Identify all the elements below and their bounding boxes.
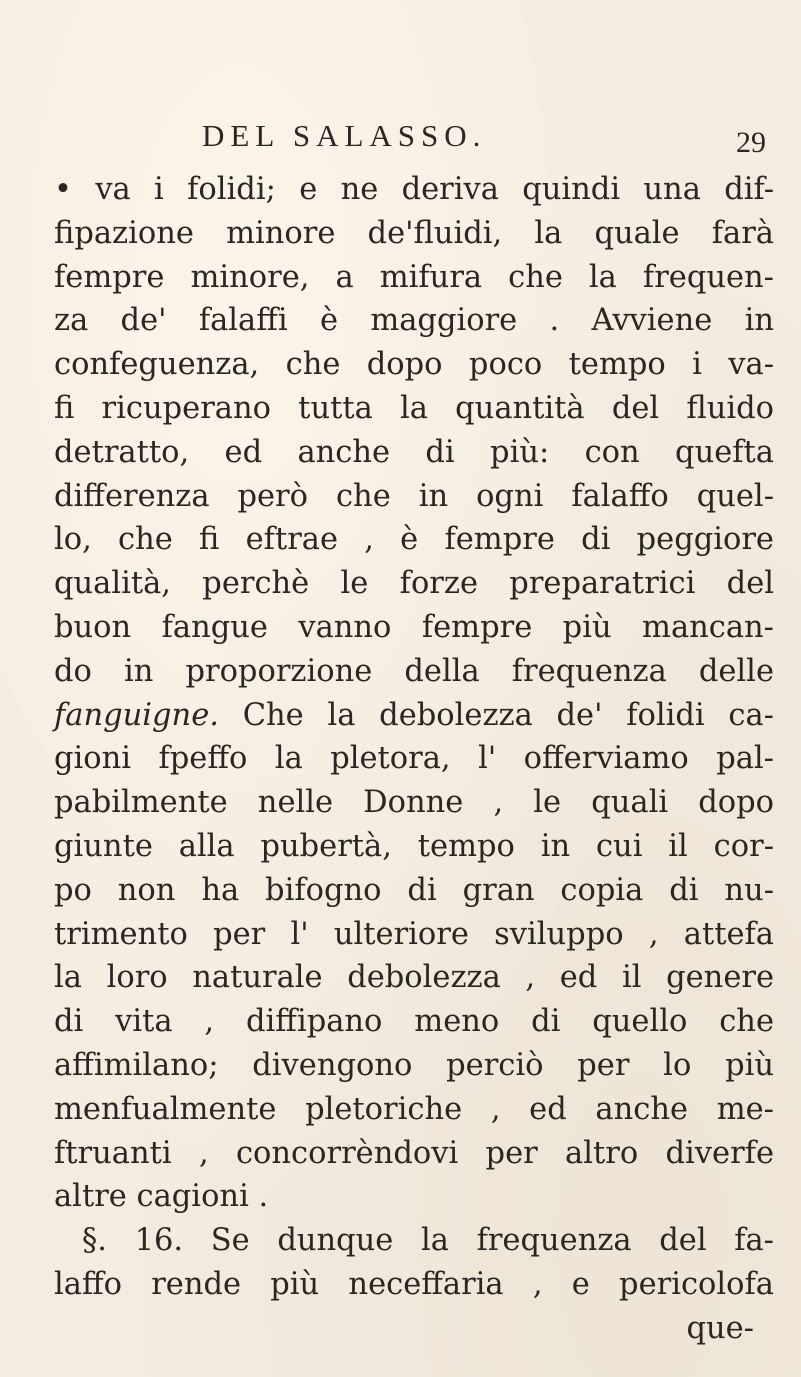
text-line: po non ha bifogno di gran copia di nu- bbox=[54, 872, 774, 908]
text-line: fipazione minore de'fluidi, la quale farà bbox=[54, 215, 774, 251]
text-line: laffo rende più neceffaria , e pericolofa bbox=[54, 1266, 774, 1302]
body-text bbox=[54, 168, 774, 1351]
text-line: fanguigne. Che la debolezza de' folidi ca- bbox=[54, 697, 774, 733]
text-line: gioni fpeffo la pletora, l' offerviamo pal- bbox=[54, 741, 774, 777]
page-number: 29 bbox=[736, 126, 766, 159]
text-line: differenza però che in ogni falaffo quel- bbox=[54, 478, 774, 514]
italic-word: fanguigne. bbox=[54, 697, 219, 733]
text-line: §. 16. Se dunque la frequenza del fa- bbox=[82, 1223, 774, 1259]
text-line: do in proporzione della frequenza delle bbox=[54, 653, 774, 689]
text-line: ftruanti , concorrèndovi per altro diverfe bbox=[54, 1135, 774, 1171]
text-line: trimento per l' ulteriore sviluppo , attefa bbox=[54, 916, 774, 952]
text-line: altre cagioni . bbox=[54, 1179, 269, 1215]
text-line: buon fangue vanno fempre più mancan- bbox=[54, 609, 774, 645]
text-line: fi ricuperano tutta la quantità del fluido bbox=[54, 390, 774, 426]
running-head: DEL SALASSO. bbox=[202, 118, 487, 153]
text-line: • va i folidi; e ne deriva quindi una dif- bbox=[54, 172, 774, 207]
text-line: pabilmente nelle Donne , le quali dopo bbox=[54, 785, 774, 821]
text-line: confeguenza, che dopo poco tempo i va- bbox=[54, 347, 774, 383]
text-line: di vita , diffipano meno di quello che bbox=[54, 1004, 774, 1040]
text-line: qualità, perchè le forze preparatrici del bbox=[54, 566, 774, 602]
text-line: detratto, ed anche di più: con quefta bbox=[54, 434, 774, 470]
text-line: giunte alla pubertà, tempo in cui il cor- bbox=[54, 828, 774, 864]
text-line: affimilano; divengono perciò per lo più bbox=[54, 1047, 774, 1083]
text-line: menfualmente pletoriche , ed anche me- bbox=[54, 1091, 774, 1127]
text-line: fempre minore, a mifura che la frequen- bbox=[54, 259, 774, 295]
text-line: za de' falaffi è maggiore . Avviene in bbox=[54, 303, 774, 339]
catchword: que- bbox=[686, 1310, 754, 1346]
text-line: la loro naturale debolezza , ed il genere bbox=[54, 960, 774, 996]
text-line: lo, che fi eftrae , è fempre di peggiore bbox=[54, 522, 774, 558]
